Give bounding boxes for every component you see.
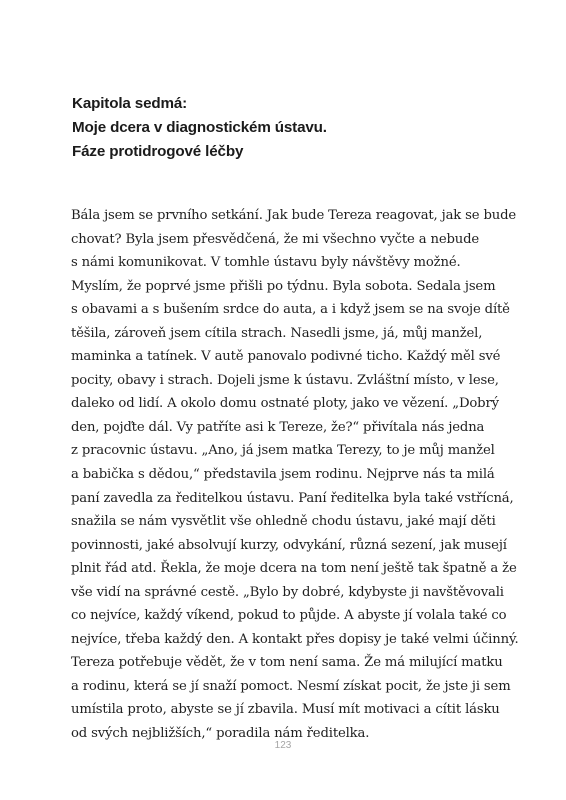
body-line: umístila proto, abyste se jí zbavila. Musí mít motivaci a cítit lásku [71,702,500,718]
chapter-heading [72,92,502,164]
page-number: 123 [274,740,292,751]
body-line: den, pojďte dál. Vy patříte asi k Tereze, že?“ přivítala nás jedna [71,419,485,435]
body-line: a rodinu, která se jí snaží pomoct. Nesmí získat pocit, že jste ji sem [71,678,511,694]
body-line: těšila, zároveň jsem cítila strach. Nasedli jsme, já, můj manžel, [71,325,483,341]
body-line: plnit řád atd. Řekla, že moje dcera na tom není ještě tak špatně a že [71,561,517,577]
body-line: snažila se nám vysvětlit vše ohledně chodu ústavu, jaké mají děti [71,514,496,530]
body-line: s obavami a s bušením srdce do auta, a i když jsem se na svoje dítě [71,302,510,318]
body-line: co nejvíce, každý víkend, pokud to půjde. A abyste jí volala také co [71,608,507,624]
body-line: od svých nejbližších,“ poradila nám ředitelka. [71,726,370,742]
body-line: nejvíce, třeba každý den. A kontakt přes dopisy je také velmi účinný. [71,631,519,647]
body-line: povinnosti, jaké absolvují kurzy, odvykání, různá sezení, jak musejí [71,537,507,553]
body-line: maminka a tatínek. V autě panovalo podivné ticho. Každý měl své [71,349,501,365]
chapter-heading-line: Fáze protidrogové léčby [72,143,244,160]
body-line: Myslím, že poprvé jsme přišli po týdnu. Byla sobota. Sedala jsem [71,278,496,294]
chapter-heading-line: Kapitola sedmá: [72,95,188,112]
chapter-heading-line: Moje dcera v diagnostickém ústavu. [72,119,327,136]
body-line: daleko od lidí. A okolo domu ostnaté ploty, jako ve vězení. „Dobrý [71,396,499,412]
body-paragraph [71,204,519,746]
body-line: Tereza potřebuje vědět, že v tom není sama. Že má milující matku [71,655,503,671]
body-line: a babička s dědou,“ představila jsem rodinu. Nejprve nás ta milá [71,467,495,483]
body-line: pocity, obavy i strach. Dojeli jsme k ústavu. Zvláštní místo, v lese, [71,372,499,388]
body-line: paní zavedla za ředitelkou ústavu. Paní ředitelka byla také vstřícná, [71,490,514,506]
body-line: chovat? Byla jsem přesvědčená, že mi všechno vyčte a nebude [71,231,480,247]
body-line: s námi komunikovat. V tomhle ústavu byly návštěvy možné. [71,255,461,271]
body-line: vše vidí na správné cestě. „Bylo by dobré, kdybyste ji navštěvovali [71,584,504,600]
body-line: Bála jsem se prvního setkání. Jak bude Tereza reagovat, jak se bude [71,208,517,223]
body-line: z pracovnic ústavu. „Ano, já jsem matka Terezy, to je můj manžel [71,443,495,459]
